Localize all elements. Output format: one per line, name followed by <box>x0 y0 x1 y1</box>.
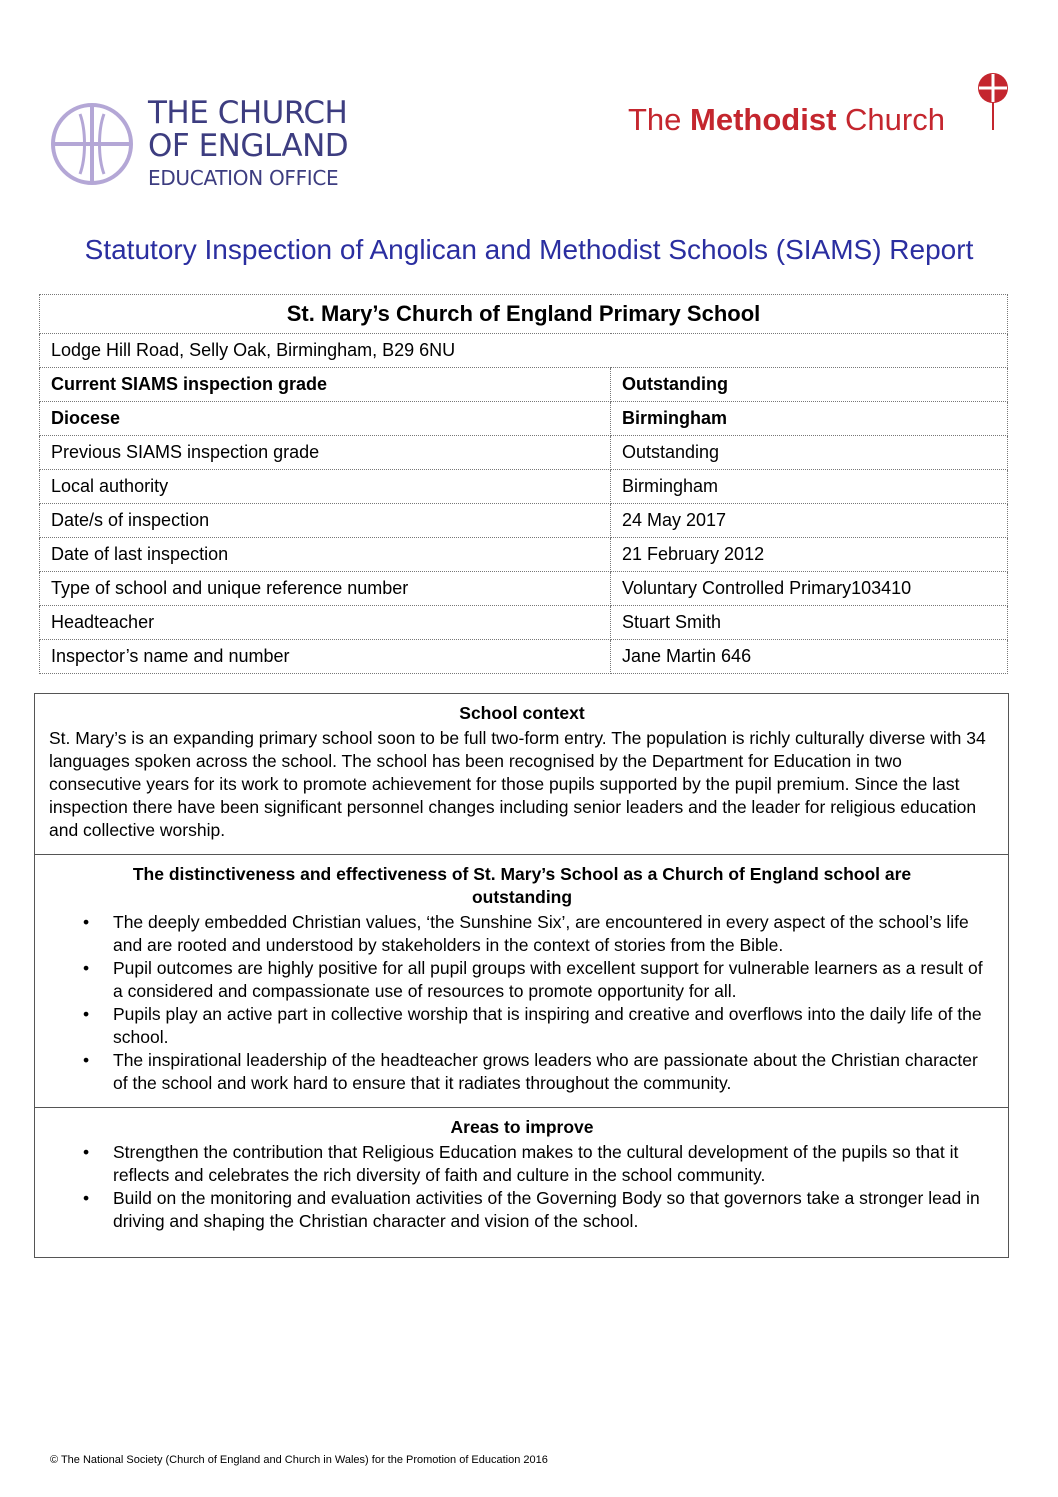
bullet-list <box>49 911 995 1095</box>
school-name-row <box>40 295 1008 334</box>
school-address: Lodge Hill Road, Selly Oak, Birmingham, B29 6NU <box>40 334 1008 368</box>
row-label: Current SIAMS inspection grade <box>40 368 611 402</box>
table-row <box>40 538 1008 572</box>
row-label: Headteacher <box>40 606 611 640</box>
coe-logo-line1: THE CHURCH <box>148 95 348 131</box>
methodist-logo-the: The <box>628 102 682 137</box>
row-value: Jane Martin 646 <box>611 640 1008 674</box>
areas-to-improve-section <box>35 1108 1008 1257</box>
coe-logo-line3: EDUCATION OFFICE <box>148 166 339 190</box>
list-item: • The deeply embedded Christian values, ‘the Sunshine Six’, are encountered in every aspect of the school’s life and are rooted and understood by stakeholders in the context of stories from the Bible. <box>113 911 995 957</box>
distinctiveness-section <box>35 855 1008 1108</box>
table-row <box>40 504 1008 538</box>
methodist-church-logo <box>628 72 1012 140</box>
table-row <box>40 436 1008 470</box>
row-label: Date of last inspection <box>40 538 611 572</box>
section-heading: School context <box>459 703 585 723</box>
church-of-england-logo <box>50 96 380 192</box>
row-label: Previous SIAMS inspection grade <box>40 436 611 470</box>
table-row <box>40 640 1008 674</box>
list-item: • The inspirational leadership of the headteacher grows leaders who are passionate about the Christian character of the school and work hard to ensure that it radiates throughout the community. <box>113 1049 995 1095</box>
methodist-logo-text <box>628 102 945 138</box>
list-item: • Build on the monitoring and evaluation activities of the Governing Body so that governors take a stronger lead in driving and shaping the Christian character and vision of the school. <box>113 1187 995 1233</box>
report-sections <box>34 693 1009 1258</box>
list-item: • Pupils play an active part in collective worship that is inspiring and creative and overflows into the daily life of the school. <box>113 1003 995 1049</box>
table-row <box>40 402 1008 436</box>
row-value: Voluntary Controlled Primary103410 <box>611 572 1008 606</box>
row-value: 24 May 2017 <box>611 504 1008 538</box>
row-value: 21 February 2012 <box>611 538 1008 572</box>
context-text: St. Mary’s is an expanding primary school soon to be full two-form entry. The population is richly culturally diverse with 34 languages spoken across the school. The school has been recognised by the Department for Education in two consecutive years for its work to promote achievement for those pupils supported by the pupil premium. Since the last inspection there have been significant personnel changes including senior leaders and the leader for religious education and collective worship. <box>49 728 986 840</box>
school-info-table <box>39 294 1008 674</box>
section-heading: Areas to improve <box>450 1117 594 1137</box>
table-row <box>40 572 1008 606</box>
section-heading: The distinctiveness and effectiveness of St. Mary’s School as a Church of England school are outstanding <box>132 864 912 907</box>
list-item: • Strengthen the contribution that Religious Education makes to the cultural development of the pupils so that it reflects and celebrates the rich diversity of faith and culture in the school community. <box>113 1141 995 1187</box>
report-title: Statutory Inspection of Anglican and Methodist Schools (SIAMS) Report <box>84 234 974 265</box>
row-value: Stuart Smith <box>611 606 1008 640</box>
row-value: Birmingham <box>611 470 1008 504</box>
methodist-logo-church: Church <box>845 102 945 137</box>
row-label: Diocese <box>40 402 611 436</box>
row-value: Outstanding <box>611 436 1008 470</box>
school-name: St. Mary’s Church of England Primary School <box>40 295 1008 334</box>
school-context-section <box>35 694 1008 855</box>
row-label: Type of school and unique reference number <box>40 572 611 606</box>
row-label: Inspector’s name and number <box>40 640 611 674</box>
row-label: Date/s of inspection <box>40 504 611 538</box>
methodist-cross-flame-icon <box>976 72 1010 130</box>
church-of-england-cross-icon <box>50 102 134 186</box>
coe-logo-line2: OF ENGLAND <box>148 128 349 164</box>
copyright-footer: © The National Society (Church of England and Church in Wales) for the Promotion of Education 2016 <box>50 1454 548 1466</box>
table-row <box>40 606 1008 640</box>
row-value: Outstanding <box>611 368 1008 402</box>
list-item: • Pupil outcomes are highly positive for all pupil groups with excellent support for vulnerable learners as a result of a considered and compassionate use of resources to promote opportunity for all. <box>113 957 995 1003</box>
methodist-logo-methodist: Methodist <box>690 102 837 137</box>
table-row <box>40 368 1008 402</box>
table-row <box>40 470 1008 504</box>
row-label: Local authority <box>40 470 611 504</box>
address-row <box>40 334 1008 368</box>
row-value: Birmingham <box>611 402 1008 436</box>
bullet-list <box>49 1141 995 1233</box>
